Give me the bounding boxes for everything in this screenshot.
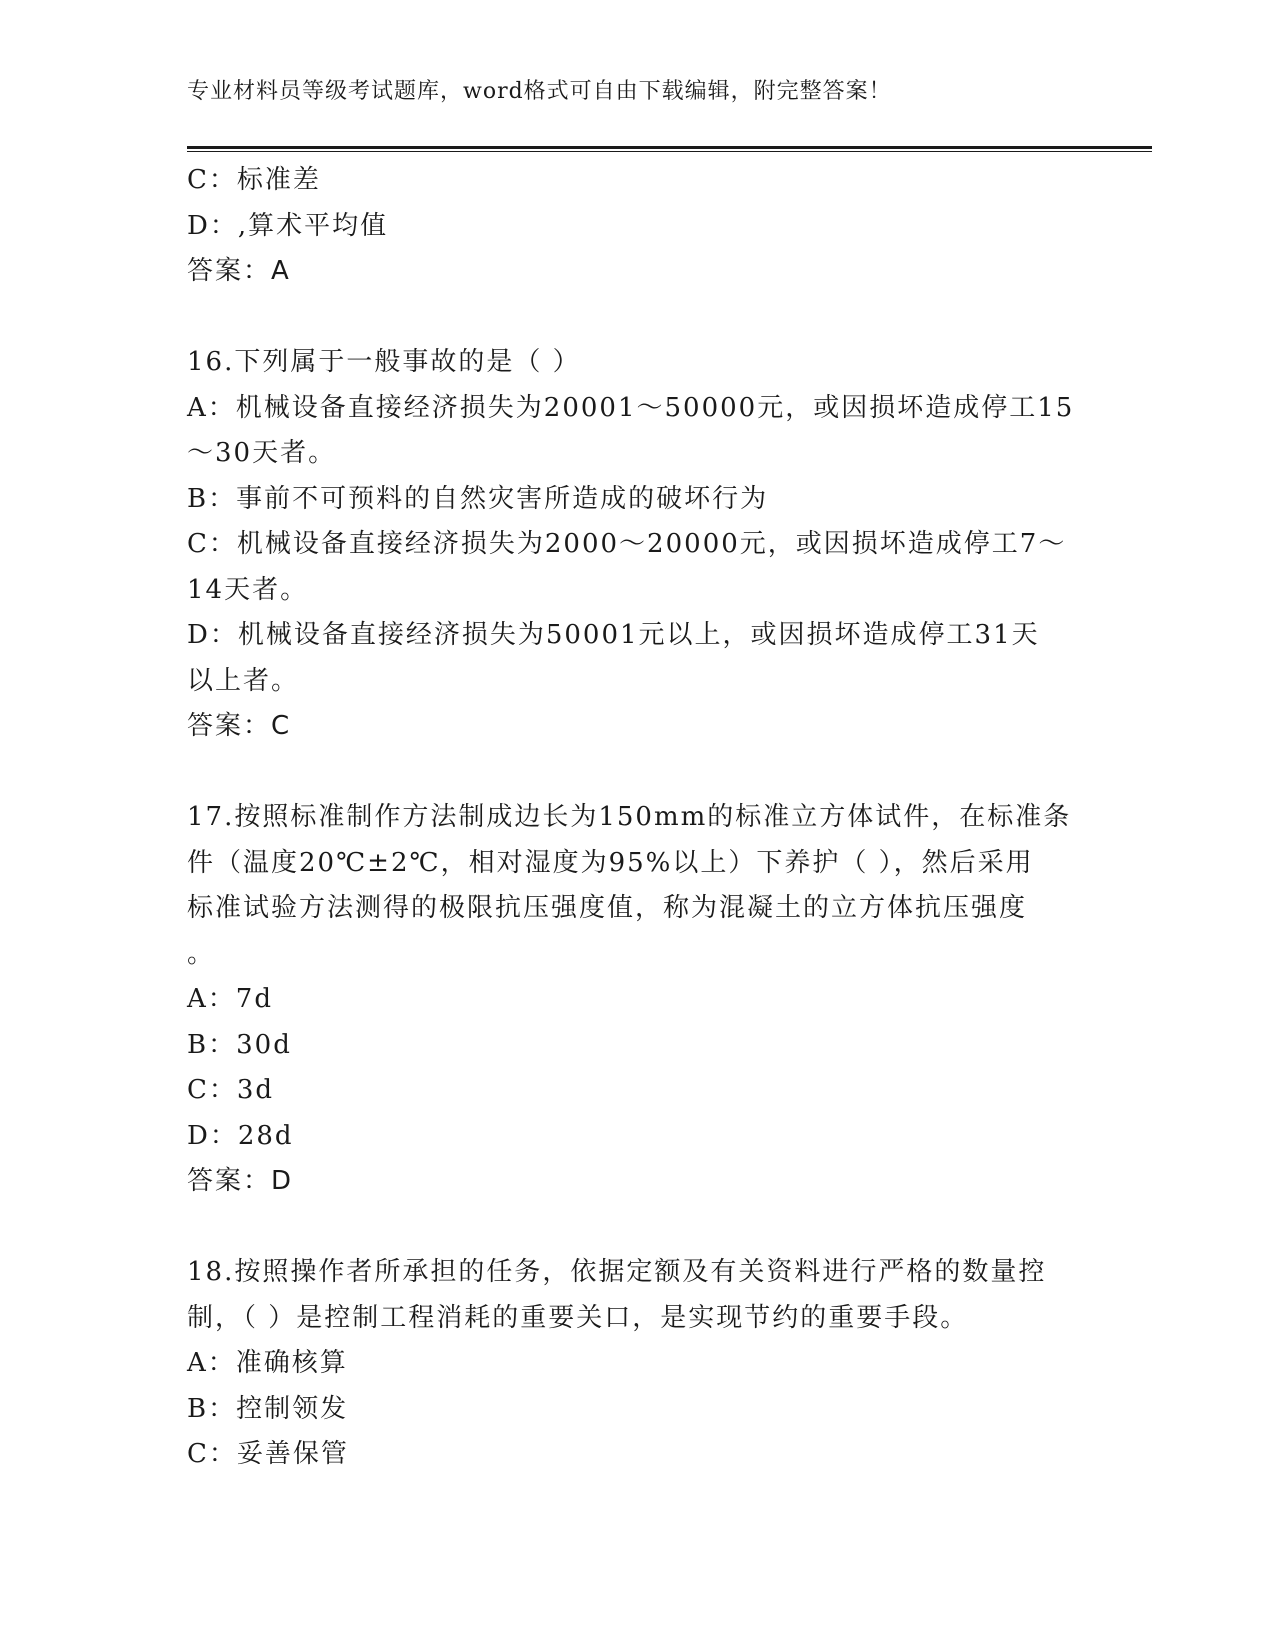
- option-c: C：标准差: [187, 165, 321, 195]
- option-a: A：7d: [187, 984, 273, 1014]
- question-stem-continued: 。: [187, 938, 216, 969]
- question-16: [187, 340, 1087, 750]
- question-stem: 16.下列属于一般事故的是（ ）: [187, 347, 581, 377]
- spacer: [187, 1205, 1087, 1251]
- option-b: B：控制领发: [187, 1393, 349, 1424]
- option-a-continued: ～30天者。: [187, 438, 337, 468]
- option-d-continued: 以上者。: [187, 665, 300, 696]
- question-stem-continued: 制，（ ）是控制工程消耗的重要关口，是实现节约的重要手段。: [187, 1302, 969, 1333]
- option-c: C：机械设备直接经济损失为2000～20000元，或因损坏造成停工7～: [187, 529, 1067, 559]
- question-18: [187, 1250, 1087, 1478]
- option-b: B：30d: [187, 1029, 292, 1060]
- answer-line: 答案：D: [187, 1166, 294, 1196]
- question-stem: 18.按照操作者所承担的任务，依据定额及有关资料进行严格的数量控: [187, 1257, 1047, 1287]
- option-d: D：机械设备直接经济损失为50001元以上，或因损坏造成停工31天: [187, 620, 1040, 650]
- header-divider: [187, 146, 1152, 152]
- question-stem-continued: 标准试验方法测得的极限抗压强度值，称为混凝土的立方体抗压强度: [187, 893, 1028, 923]
- document-body: [187, 158, 1087, 1478]
- option-a: A：准确核算: [187, 1348, 348, 1378]
- question-block-prev: [187, 158, 1087, 295]
- option-c: C：妥善保管: [187, 1439, 349, 1469]
- question-stem: 17.按照标准制作方法制成边长为150mm的标准立方体试件，在标准条: [187, 802, 1072, 832]
- option-d: D：,算术平均值: [187, 210, 389, 241]
- spacer: [187, 750, 1087, 796]
- page-header: 专业材料员等级考试题库，word格式可自由下载编辑，附完整答案！: [187, 79, 892, 104]
- option-c: C：3d: [187, 1075, 275, 1105]
- option-a: A：机械设备直接经济损失为20001～50000元，或因损坏造成停工15: [187, 392, 1075, 423]
- question-stem-continued: 件（温度20℃±2℃，相对湿度为95%以上）下养护（ ），然后采用: [187, 847, 1034, 878]
- answer-line: 答案：C: [187, 711, 292, 741]
- answer-line: 答案：A: [187, 256, 291, 286]
- option-b: B：事前不可预料的自然灾害所造成的破坏行为: [187, 483, 769, 514]
- spacer: [187, 295, 1087, 341]
- question-17: [187, 795, 1087, 1205]
- option-c-continued: 14天者。: [187, 574, 309, 605]
- option-d: D：28d: [187, 1120, 294, 1151]
